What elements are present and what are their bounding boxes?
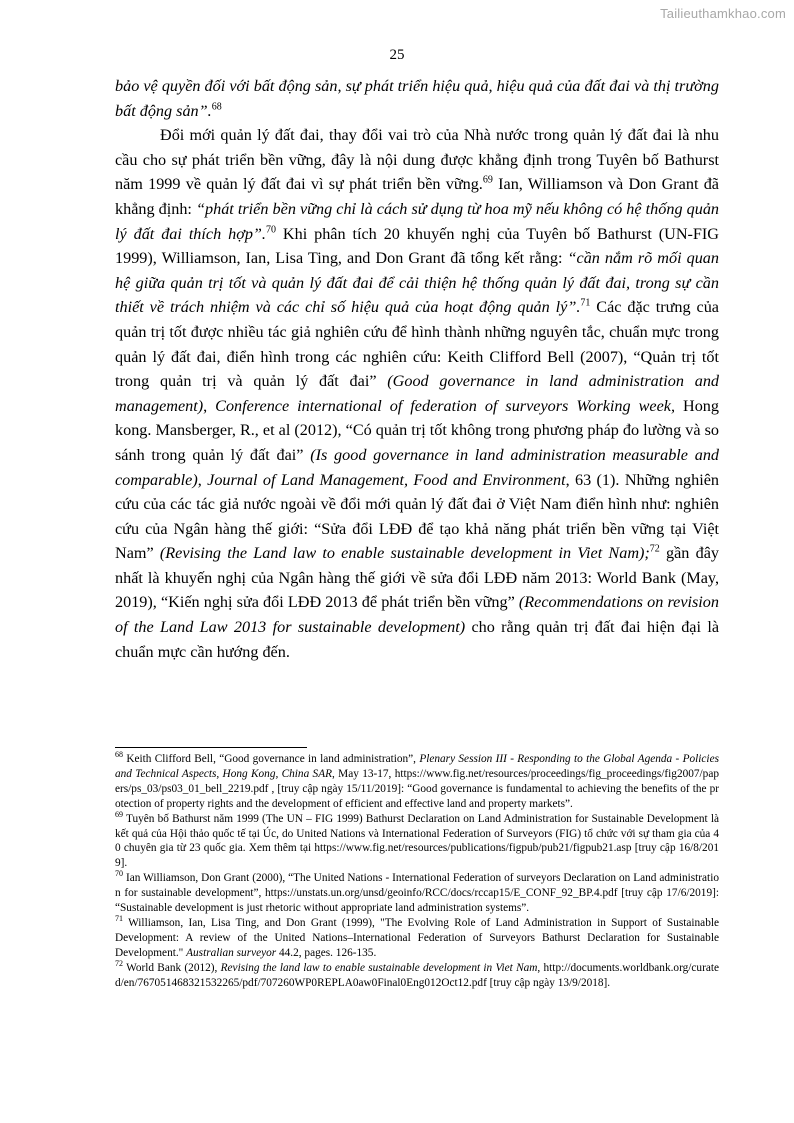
footnote-number: 70 (115, 869, 123, 879)
footnote-italic: Australian surveyor (186, 946, 277, 959)
paragraph-2 (115, 123, 719, 664)
footnote-text: Williamson, Ian, Lisa Ting, and Don Grant (1999), "The Evolving Role of Land Administration in Support of Sustainable Development: A review of the United Nations–International Federation of Surveyors Bathurst Declaration for Sustainable Development." (115, 916, 719, 959)
footnote-text: Ian Williamson, Don Grant (2000), “The United Nations - International Federation of surveyors Declaration on Land administration for sustainable development”, https://unstats.un.org/unsd/geoinfo/RCC/docs/rccap15/E_CONF_92_BP.4.pdf [truy cập 17/6/2019]: “Sustainable development is just rhetoric without appropriate land administration systems”. (115, 872, 719, 915)
footnote-69 (115, 809, 719, 872)
footnote-italic: Revising the land law to enable sustainable development in Viet Nam (220, 961, 538, 974)
footnote-ref-68[interactable]: 68 (211, 101, 222, 113)
footnote-ref-70[interactable]: 70 (265, 224, 276, 236)
footnote-number: 68 (115, 750, 123, 760)
body-text (115, 74, 719, 664)
footnote-ref-71[interactable]: 71 (580, 297, 591, 309)
title-italic: (Good governance in land administration and management) (115, 372, 720, 415)
text-span: Các đặc trưng của quản trị tốt được nhiều tác giả nghiên cứu để hình thành những nguyên tắc, chuẩn mực trong quản lý đất đai, điển hình trong các nghiên cứu: Keith Clifford Bell (2007), “Quản trị tốt trong quản trị và quản lý đất đai” (115, 298, 719, 391)
quote-italic: bảo vệ quyền đối với bất động sản, sự phát triển hiệu quả, hiệu quả của đất đai và thị trường bất động sản”. (115, 77, 719, 120)
footnote-text: , May 13-17, https://www.fig.net/resources/proceedings/fig_proceedings/fig2007/papers/ps_03/ps03_01_bell_2219.pdf , [truy cập ngày 15/11/2019]: “Good governance is fundamental to achieving the benefits of the protection of property rights and the development of efficient and effective land and property markets”. (115, 767, 719, 810)
footnotes (115, 752, 719, 991)
paragraph-1 (115, 74, 719, 123)
text-span: Hong kong. Mansberger, R., et al (2012), “Có quản trị tốt không trong phương pháp đo lường và so sánh trong quản lý đất đai” (115, 396, 719, 464)
text-span: , (203, 396, 216, 415)
text-span: Ian, Williamson và Don Grant đã khẳng định: (115, 175, 719, 218)
quote-italic: “cần nắm rõ mối quan hệ giữa quản trị tốt và quản lý đất đai để cải thiện hệ thống quản lý đất đai, trong sự cần thiết về trách nhiệm và các chỉ số hiệu quả của hoạt động quản lý”. (115, 249, 719, 317)
footnote-separator (115, 747, 307, 748)
footnote-text: Tuyên bố Bathurst năm 1999 (The UN – FIG 1999) Bathurst Declaration on Land Administration for Sustainable Development là kết quả của Hội thảo quốc tế tại Úc, do United Nations và International Federation of Surveyors (FIG) tổ chức với sự tham gia của 40 chuyên gia từ 23 quốc gia. Xem thêm tại https://www.fig.net/resources/publications/figpub/pub21/figpub21.asp [truy cập 16/8/2019]. (115, 812, 719, 870)
text-span: Đổi mới quản lý đất đai, thay đổi vai trò của Nhà nước trong quản lý đất đai là nhu cầu cho sự phát triển bền vững, đây là nội dung được khẳng định trong Tuyên bố Bathurst năm 1999 về quản lý đất đai vì sự phát triển bền vững. (115, 126, 719, 194)
text-span: gần đây nhất là khuyến nghị của Ngân hàng thế giới về sửa đổi LĐĐ năm 2013: World Bank (May, 2019), “Kiến nghị sửa đổi LĐĐ 2013 để phát triển bền vững” (115, 544, 719, 612)
title-italic: (Is good governance in land administration measurable and comparable) (115, 445, 720, 489)
text-span: Khi phân tích 20 khuyến nghị của Tuyên bố Bathurst (UN-FIG 1999), Williamson, Ian, Lisa Ting, and Don Grant đã tổng kết rằng: (115, 224, 719, 268)
text-span: , 63 (1). Những nghiên cứu của các tác giả nước ngoài về đổi mới quản lý đất đai ở Việt Nam điển hình như: nghiên cứu của Ngân hàng thế giới: “Sửa đổi LĐĐ để tạo khả năng phát triển bền vững tại Việt Nam” (115, 470, 719, 563)
text-span: , (197, 470, 208, 489)
title-italic: Conference international of federation of surveyors Working week, (215, 396, 676, 415)
footnote-number: 72 (115, 958, 123, 968)
footnote-text: 44.2, pages. 126-135. (276, 946, 377, 959)
footnote-71 (115, 916, 719, 961)
footnote-number: 71 (115, 914, 123, 924)
title-italic: Journal of Land Management, Food and Environment (207, 470, 566, 489)
title-italic: (Revising the Land law to enable sustainable development in Viet Nam); (159, 544, 650, 563)
footnote-text: , http://documents.worldbank.org/curated/en/767051468321532265/pdf/707260WP0REPLA0aw0Final0Eng012Oct12.pdf [truy cập ngày 13/9/2018]. (115, 961, 720, 989)
footnote-72 (115, 958, 720, 991)
footnote-text: World Bank (2012), (123, 961, 221, 974)
footnote-ref-69[interactable]: 69 (482, 174, 493, 186)
footnote-text: Keith Clifford Bell, “Good governance in land administration”, (123, 753, 420, 765)
watermark: Tailieuthamkhao.com (660, 6, 786, 21)
title-italic: (Recommendations on revision of the Land Law 2013 for sustainable development) (115, 593, 719, 637)
footnote-68 (115, 752, 719, 812)
text-span: cho rằng quản trị đất đai hiện đại là chuẩn mực cần hướng đến. (115, 618, 719, 661)
footnote-ref-72[interactable]: 72 (649, 543, 660, 555)
footnote-italic: Plenary Session III - Responding to the Global Agenda - Policies and Technical Aspects, Hong Kong, China SAR (115, 753, 719, 780)
page-number: 25 (389, 47, 405, 63)
footnote-70 (115, 871, 719, 916)
quote-italic: “phát triển bền vững chỉ là cách sử dụng từ hoa mỹ nếu không có hệ thống quản lý đất đai thích hợp”. (115, 199, 720, 243)
footnote-number: 69 (115, 809, 123, 819)
